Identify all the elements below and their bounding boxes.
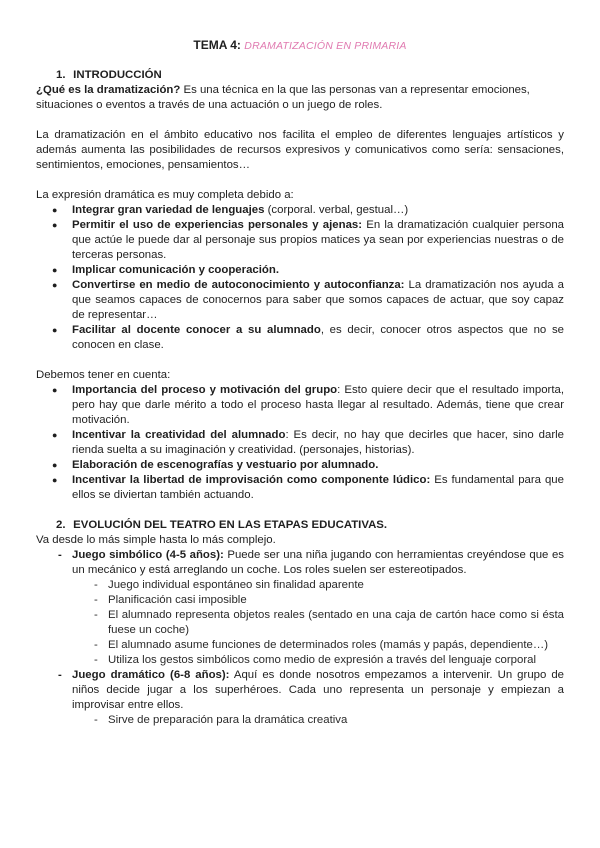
sub-list-item: - Planificación casi imposible [108, 593, 564, 608]
list-item-bold: Incentivar la creatividad del alumnado [72, 429, 286, 441]
list-item-text: : Es decir, no hay que decirles que hacer, sino darle rienda suelta a su imaginación y creatividad. (personajes, historias). [72, 429, 564, 456]
list-item-text: La dramatización nos ayuda a que seamos capaces de conocernos para saber que somos capaces de actuar, que soy capaz de representar… [72, 279, 565, 321]
list-item [72, 323, 564, 353]
list-item-text: En la dramatización cualquier persona que actúe le puede dar al personaje sus propios matices ya sean por experiencias nuestras o de terceras personas. [72, 219, 564, 261]
stage-item-symbolic [72, 548, 564, 668]
title-main: TEMA 4: [193, 38, 241, 52]
section-2-heading [36, 518, 564, 533]
section-2-intro: Va desde lo más simple hasta lo más complejo. [36, 534, 276, 546]
section-1-title: INTRODUCCIÓN [73, 69, 162, 81]
list-item-text: : Esto quiere decir que el resultado importa, pero hay que darle mérito a todo el proceso hasta llegar al resultado. Además, tiene que crear motivación. [72, 384, 564, 426]
definition-paragraph [36, 83, 564, 113]
section-1-heading [36, 68, 564, 83]
sub-list-item: - El alumnado representa objetos reales (sentado en una caja de cartón hace como si ésta fuese un coche) [108, 608, 564, 638]
list-item-bold: Permitir el uso de experiencias personales y ajenas: [72, 219, 363, 231]
list-intro-1: La expresión dramática es muy completa debido a: [36, 189, 294, 201]
dramatization-paragraph: La dramatización en el ámbito educativo nos facilita el empleo de diferentes lenguajes artísticos y además aumenta las posibilidades de recursos expresivos y comunicativos como sería: sensaciones, sentimientos, emociones, pensamientos… [36, 129, 564, 171]
bullet-list-2 [36, 383, 564, 503]
list-item [72, 263, 564, 278]
page-title [36, 38, 564, 54]
bullet-list-1 [36, 203, 564, 353]
sub-list-item: - Utiliza los gestos simbólicos como medio de expresión a través del lenguaje corporal [108, 653, 564, 668]
section-1-number: 1. [56, 69, 66, 81]
section-2-number: 2. [56, 519, 66, 531]
sub-list-item: - Juego individual espontáneo sin finalidad aparente [108, 578, 564, 593]
list-item-bold: Convertirse en medio de autoconocimiento y autoconfianza: [72, 279, 405, 291]
document-page [36, 38, 564, 728]
stage-text: Aquí es donde nosotros empezamos a intervenir. Un grupo de niños decide jugar a los superhéroes. Cada uno representa un personaje y empiezan a improvisar entre ellos. [72, 669, 565, 711]
list-item-bold: Integrar gran variedad de lenguajes [72, 204, 265, 216]
list-item-bold: Importancia del proceso y motivación del grupo [72, 384, 338, 396]
stage-text: Puede ser una niña jugando con herramientas creyéndose que es un mecánico y está arreglando un coche. Los roles suelen ser estereotipados. [72, 549, 564, 576]
stage-sub-list [72, 578, 564, 668]
stage-title: Juego dramático (6-8 años): [72, 669, 230, 681]
list-item [72, 473, 564, 503]
list-item [72, 428, 564, 458]
stage-list [36, 548, 564, 728]
stage-sub-list [72, 713, 564, 728]
stage-title: Juego simbólico (4-5 años): [72, 549, 224, 561]
list-item-text: , es decir, conocer otros aspectos que no se conocen en clase. [72, 324, 564, 351]
list-item-bold: Implicar comunicación y cooperación. [72, 264, 279, 276]
list-item [72, 218, 564, 263]
list-item-text: Es fundamental para que ellos se diviertan también actuando. [72, 474, 564, 501]
sub-list-item: - El alumnado asume funciones de determinados roles (mamás y papás, dependiente…) [108, 638, 564, 653]
list-item-bold: Facilitar al docente conocer a su alumnado [72, 324, 321, 336]
definition-text: Es una técnica en la que las personas van a representar emociones, situaciones o eventos a través de una actuación o un juego de roles. [36, 84, 530, 111]
section-2-title: EVOLUCIÓN DEL TEATRO EN LAS ETAPAS EDUCATIVAS. [73, 519, 388, 531]
list-item-bold: Incentivar la libertad de improvisación como componente lúdico: [72, 474, 431, 486]
list-item [72, 458, 564, 473]
list-item-bold: Elaboración de escenografías y vestuario por alumnado. [72, 459, 379, 471]
list-intro-2: Debemos tener en cuenta: [36, 369, 171, 381]
list-item [72, 203, 564, 218]
definition-question: ¿Qué es la dramatización? [36, 84, 181, 96]
sub-list-item: - Sirve de preparación para la dramática creativa [108, 713, 564, 728]
list-item [72, 383, 564, 428]
list-item [72, 278, 564, 323]
list-item-text: (corporal. verbal, gestual…) [264, 204, 409, 216]
stage-item-dramatic [72, 668, 564, 728]
title-subtitle: DRAMATIZACIÓN EN PRIMARIA [244, 40, 407, 52]
